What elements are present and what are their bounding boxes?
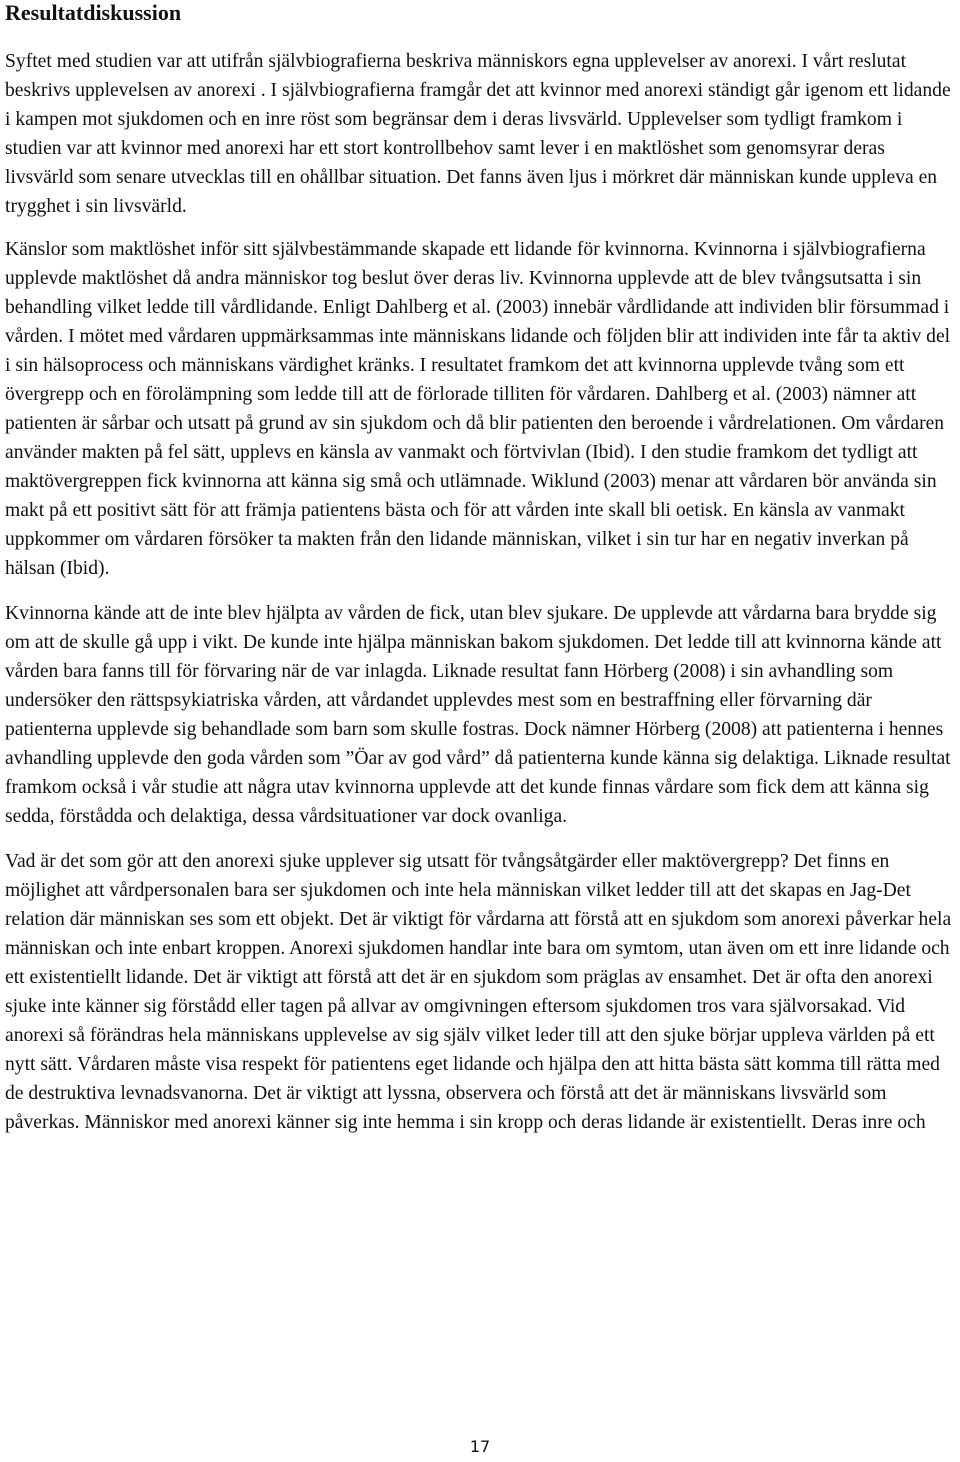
section-heading: Resultatdiskussion <box>5 0 182 25</box>
document-page <box>5 0 955 1137</box>
page-number: 17 <box>469 1437 491 1456</box>
paragraph-maktloshet: Känslor som maktlöshet inför sitt självbestämmande skapade ett lidande för kvinnorna. Kvinnorna i självbiografierna upplevde maktlöshet då andra människor tog beslut över deras liv. Kvinnorna upplevde att de blev tvångsutsatta i sin behandling vilket ledde till vårdlidande. Enligt Dahlberg et al. (2003) innebär vårdlidande att individen blir försummad i vården. I mötet med vårdaren uppmärksammas inte människans lidande och följden blir att individen inte får ta aktiv del i sin hälsoprocess och människans värdighet kränks. I resultatet framkom det att kvinnorna upplevde tvång som ett övergrepp och en förolämpning som ledde till att de förlorade tilliten för vårdaren. Dahlberg et al. (2003) nämner att patienten är sårbar och utsatt på grund av sin sjukdom och då blir patienten den beroende i vårdrelationen. Om vårdaren använder makten på fel sätt, upplevs en känsla av vanmakt och förtvivlan (Ibid). I den studie framkom det tydligt att maktövergreppen fick kvinnorna att känna sig små och utlämnade. Wiklund (2003) menar att vårdaren bör använda sin makt på ett positivt sätt för att främja patientens bästa och för att vården inte skall bli oetisk. En känsla av vanmakt uppkommer om vårdaren försöker ta makten från den lidande människan, vilket i sin tur har en negativ inverkan på hälsan (Ibid). <box>5 239 951 579</box>
paragraph-tvangsatgarder: Vad är det som gör att den anorexi sjuke upplever sig utsatt för tvångsåtgärder eller maktövergrepp? Det finns en möjlighet att vårdpersonalen bara ser sjukdomen och inte hela människan vilket ledder till att det skapas en Jag-Det relation där människan ses som ett objekt. Det är viktigt för vårdarna att förstå att en sjukdom som anorexi påverkar hela människan och inte enbart kroppen. Anorexi sjukdomen handlar inte bara om symtom, utan även om ett inre lidande och ett existentiellt lidande. Det är viktigt att förstå att det är en sjukdom som präglas av ensamhet. Det är ofta den anorexi sjuke inte känner sig förstådd eller tagen på allvar av omgivningen eftersom sjukdomen tros vara självorsakad. Vid anorexi så förändras hela människans upplevelse av sig själv vilket leder till att den sjuke börjar uppleva världen på ett nytt sätt. Vårdaren måste visa respekt för patientens eget lidande och hjälpa den att hitta bästa sätt komma till rätta med de destruktiva levnadsvanorna. Det är viktigt att lyssna, observera och förstå att det är människans livsvärld som påverkas. Människor med anorexi känner sig inte hemma i sin kropp och deras lidande är existentiellt. Deras inre och <box>5 851 952 1133</box>
paragraph-varden: Kvinnorna kände att de inte blev hjälpta av vården de fick, utan blev sjukare. De upplevde att vårdarna bara brydde sig om att de skulle gå upp i vikt. De kunde inte hjälpa människan bakom sjukdomen. Det ledde till att kvinnorna kände att vården bara fanns till för förvaring när de var inlagda. Liknade resultat fann Hörberg (2008) i sin avhandling som undersöker den rättspsykiatriska vården, att vårdandet upplevdes mest som en bestraffning eller förvarning där patienterna upplevde sig behandlade som barn som skulle fostras. Dock nämner Hörberg (2008) att patienterna i hennes avhandling upplevde den goda vården som ”Öar av god vård” då patienterna kunde känna sig delaktiga. Liknade resultat framkom också i vår studie att några utav kvinnorna upplevde att det kunde finnas vårdare som fick dem att känna sig sedda, förstådda och delaktiga, dessa vårdsituationer var dock ovanliga. <box>5 603 951 827</box>
paragraph-syfte: Syftet med studien var att utifrån självbiografierna beskriva människors egna upplevelser av anorexi. I vårt reslutat beskrivs upplevelsen av anorexi . I självbiografierna framgår det att kvinnor med anorexi ständigt går igenom ett lidande i kampen mot sjukdomen och en inre röst som begränsar dem i deras livsvärld. Upplevelser som tydligt framkom i studien var att kvinnor med anorexi har ett stort kontrollbehov samt lever i en maktlöshet som genomsyrar deras livsvärld som senare utvecklas till en ohållbar situation. Det fanns även ljus i mörkret där människan kunde uppleva en trygghet i sin livsvärld. <box>5 51 951 217</box>
